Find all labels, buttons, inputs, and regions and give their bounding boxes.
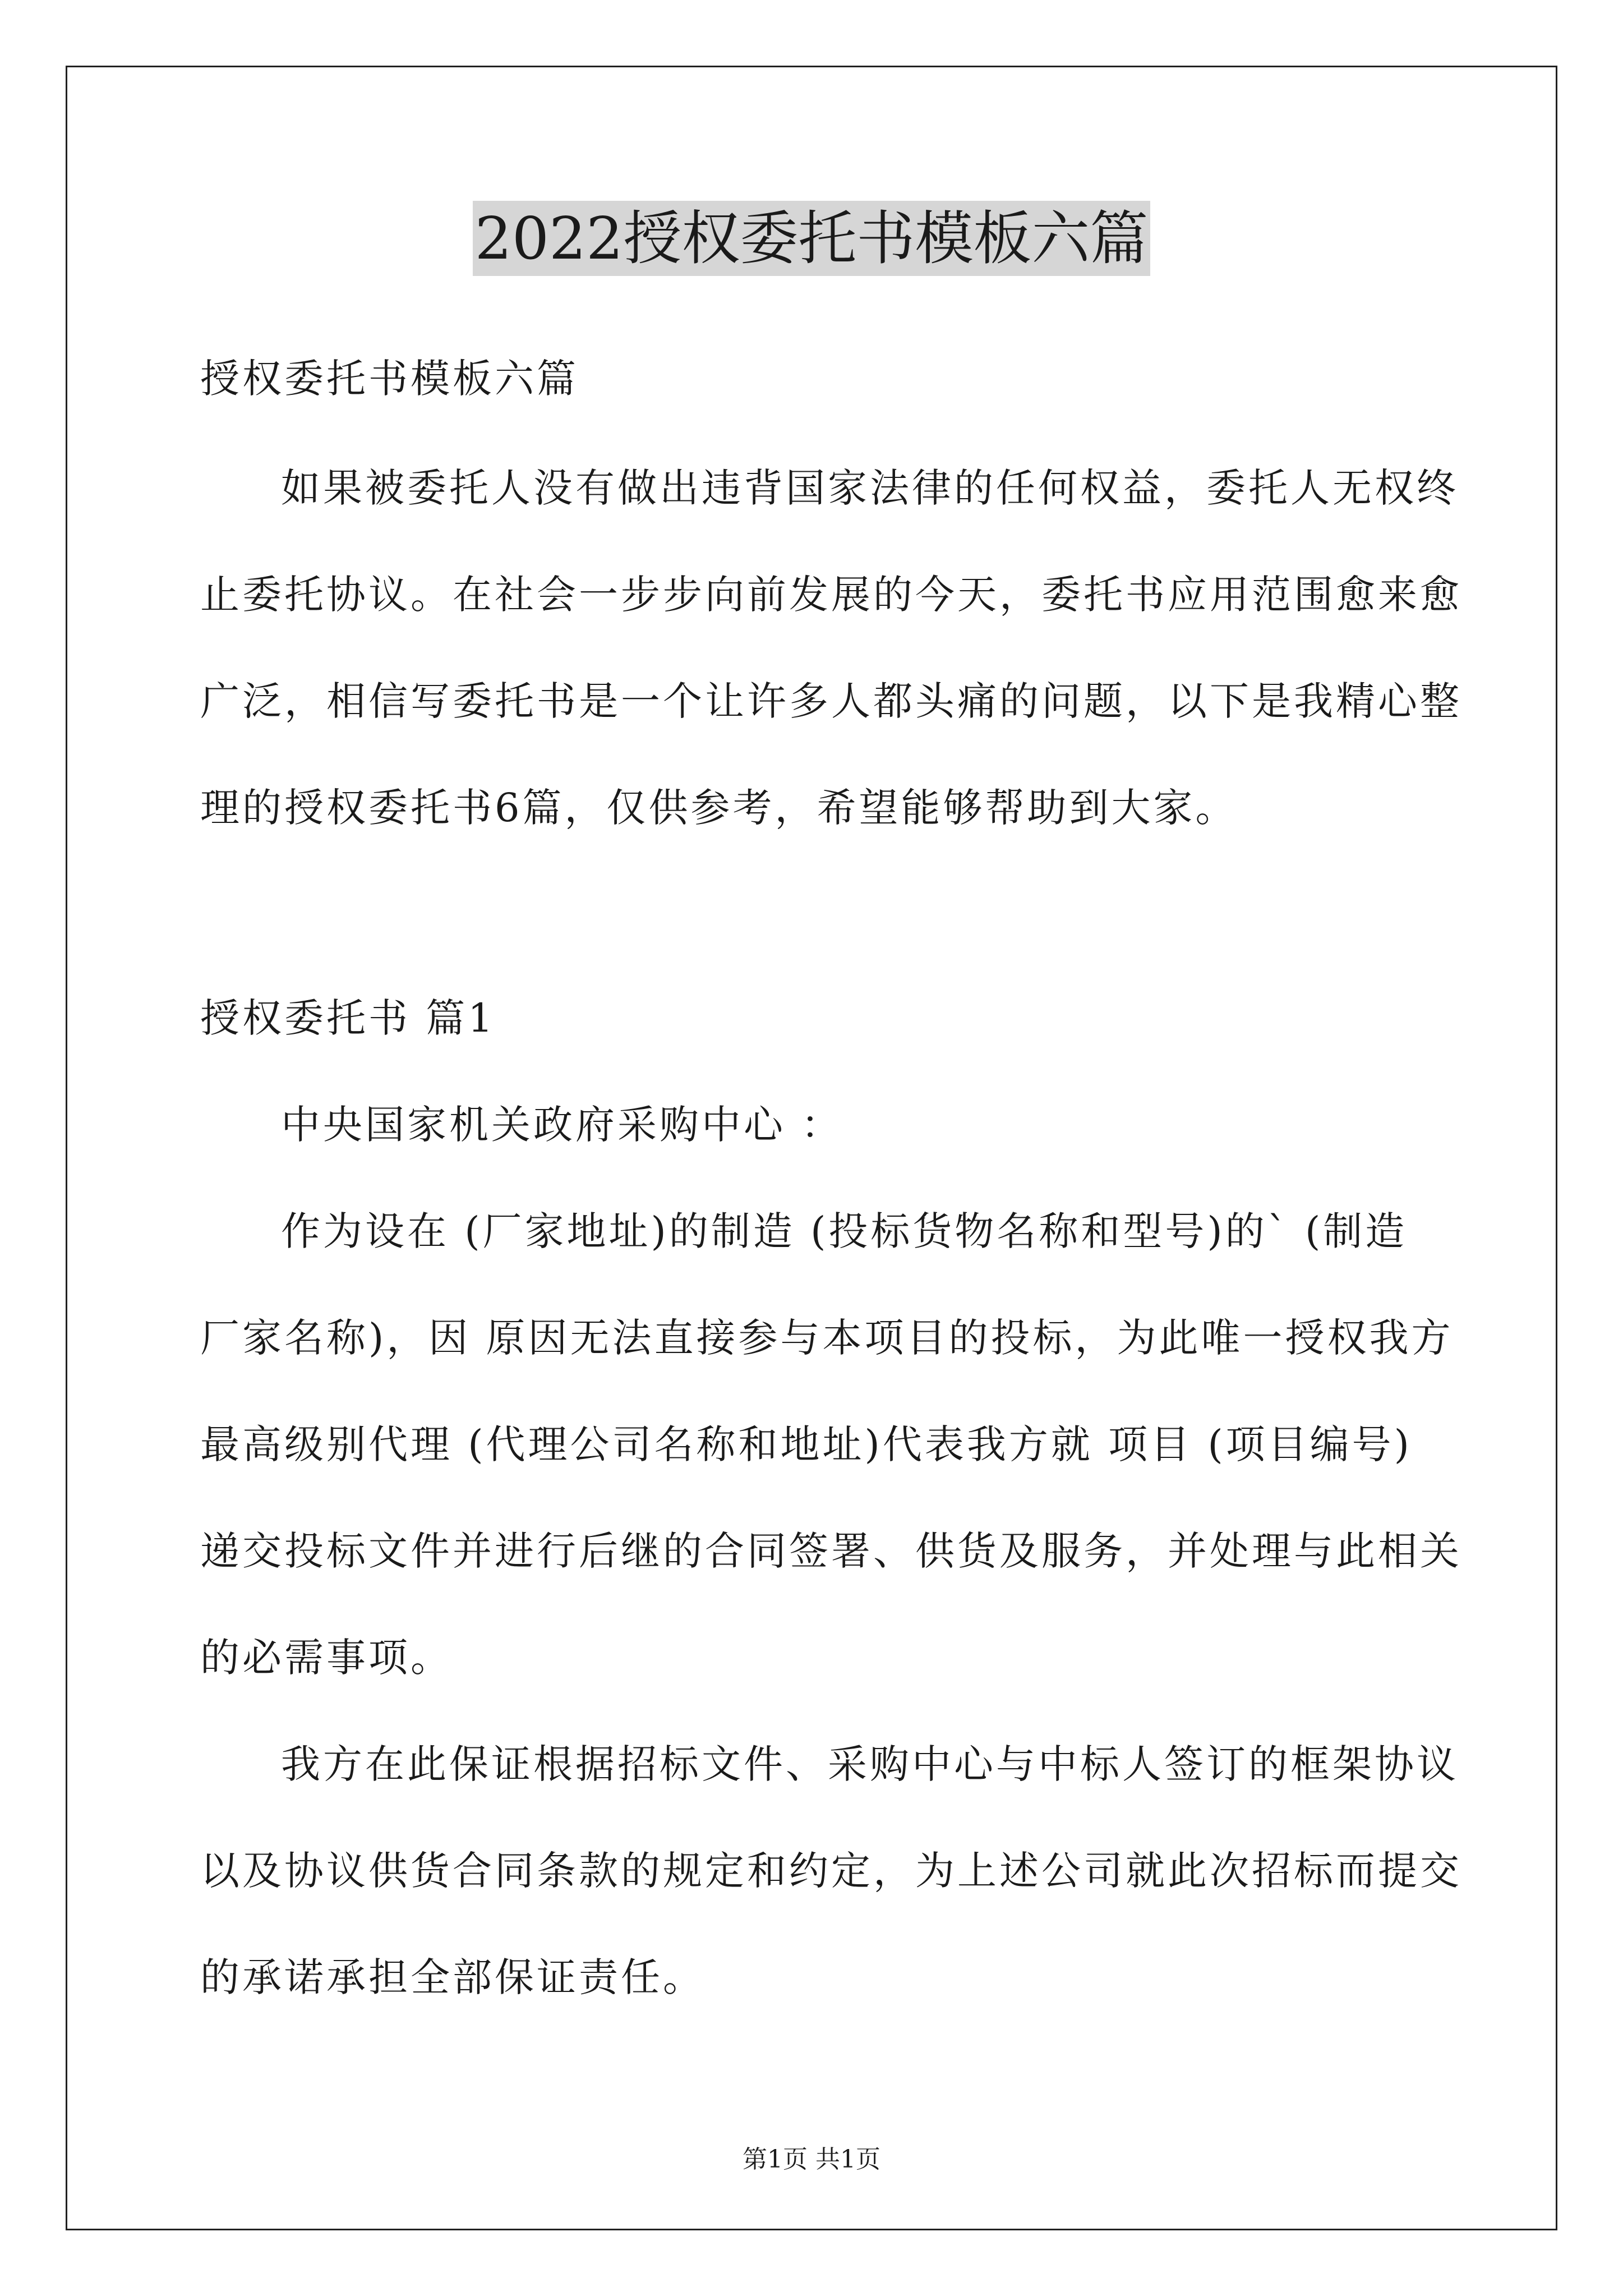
body-paragraph-2 [200,1711,1462,2031]
addressee: 中央国家机关政府采购中心 ： [281,1102,843,1148]
intro-line: 如果被委托人没有做出违背国家法律的任何权益，委托人无权终 [281,465,1459,511]
section-heading: 授权委托书 篇1 [200,995,496,1041]
section-heading-block [200,965,1434,1071]
body-line: 递交投标文件并进行后继的合同签署、供货及服务，并处理与此相关 [200,1528,1462,1574]
body-paragraph-1 [200,1178,1462,1711]
page-footer [0,2143,1623,2177]
intro-line: 广泛，相信写委托书是一个让许多人都头痛的问题，以下是我精心整 [200,678,1462,724]
document-title: 2022授权委托书模板六篇 [473,201,1151,276]
body-line: 最高级别代理 (代理公司名称和地址)代表我方就 项目 (项目编号) [200,1421,1412,1467]
body-line: 以及协议供货合同条款的规定和约定，为上述公司就此次招标而提交 [200,1848,1462,1894]
body-line: 的必需事项。 [200,1635,453,1681]
intro-line: 理的授权委托书6篇，仅供参考，希望能够帮助到大家。 [200,785,1238,831]
document-subtitle: 授权委托书模板六篇 [200,356,579,402]
body-line: 厂家名称)，因 原因无法直接参与本项目的投标，为此唯一授权我方 [200,1315,1454,1361]
body-line: 的承诺承担全部保证责任。 [200,1954,705,2000]
intro-paragraph [200,435,1462,861]
page-number-label: 第1页 共1页 [743,2145,880,2174]
addressee-block [200,1071,1434,1178]
body-line: 我方在此保证根据招标文件、采购中心与中标人签订的框架协议 [281,1741,1459,1787]
body-line: 作为设在 (厂家地址)的制造 (投标货物名称和型号)的` (制造 [281,1208,1408,1254]
intro-line: 止委托协议。在社会一步步向前发展的今天，委托书应用范围愈来愈 [200,572,1462,618]
title-container [0,201,1623,276]
subtitle-block [200,325,1434,432]
